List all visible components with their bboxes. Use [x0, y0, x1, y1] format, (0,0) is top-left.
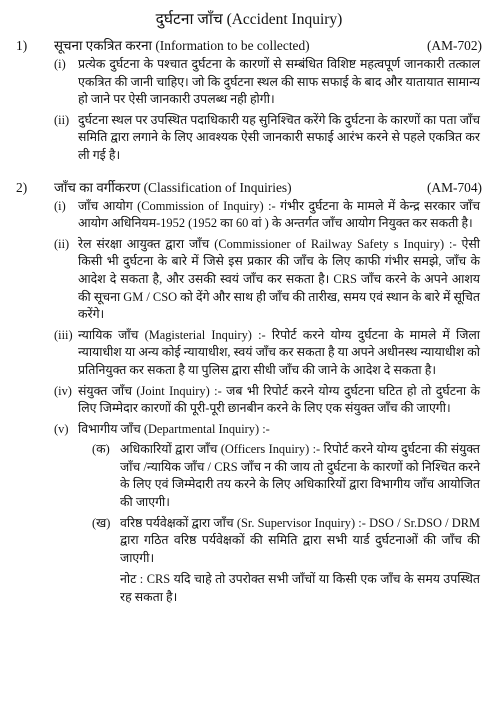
- item-marker: (ii): [54, 112, 70, 127]
- list-item: [16, 236, 482, 324]
- note-text: नोट : CRS यदि चाहे तो उपरोक्त सभी जाँचों या किसी एक जाँच के समय उपस्थित रह सकता है।: [120, 572, 480, 605]
- list-item: [16, 56, 482, 109]
- list-item: [16, 112, 482, 165]
- page-title: दुर्घटना जाँच (Accident Inquiry): [155, 11, 343, 28]
- item-marker: (v): [54, 421, 69, 436]
- item-text: विभागीय जाँच (Departmental Inquiry) :-: [78, 421, 270, 436]
- item-text: जाँच आयोग (Commission of Inquiry) :- गंभीर दुर्घटना के मामले में केन्द्र सरकार जाँच आयोग अधिनियम-1952 (1952 का 60 वां ) के अन्तर्गत जाँच आयोग नियुक्त कर सकती है।: [78, 198, 480, 231]
- sub-item-marker: (क): [92, 442, 110, 457]
- item-marker: (i): [54, 57, 66, 71]
- list-item: [16, 421, 482, 439]
- sub-item-marker: (ख): [92, 515, 111, 530]
- section-code: (AM-702): [426, 38, 482, 53]
- item-marker: (iv): [54, 383, 72, 398]
- sub-item-text: अधिकारियों द्वारा जाँच (Officers Inquiry) :- रिपोर्ट करने योग्य दुर्घटना की संयुक्त जाँच /न्यायिक जाँच / CRS जाँच न की जाय तो दुर्घटना के कारणों को निश्चित करने के लिए एवं जिम्मेदारी तय करने के लिए अधिकारियों द्वारा विभागीय जाँच आयोजित की जाएगी।: [120, 442, 480, 510]
- section-number: 2): [16, 179, 28, 195]
- item-text: संयुक्त जाँच (Joint Inquiry) :- जब भी रिपोर्ट करने योग्य दुर्घटना घटित हो तो दुर्घटना के लिए जिम्मेदार कारणों की पूरी-पूरी छानबीन करने के लिए एक संयुक्त जाँच की जाएगी।: [78, 383, 480, 416]
- item-text: रेल संरक्षा आयुक्त द्वारा जाँच (Commissioner of Railway Safety s Inquiry) :- ऐसी किसी भी दुर्घटना के बारे में जिसे इस प्रकार की जाँच के लिए काफी गंभीर समझे, जाँच के आदेश दे सकता है, और उसकी स्वयं जाँच कर सकता है। CRS जाँच करने के अपने आशय की सूचना GM / CSO को देंगे और साथ ही जाँच की तारीख, समय एवं स्थान के बारे में सूचित करेंगे।: [78, 236, 480, 322]
- sub-list-item: [16, 441, 482, 511]
- section-2-heading: [16, 178, 482, 197]
- list-item: [16, 198, 482, 233]
- item-text: प्रत्येक दुर्घटना के पश्चात दुर्घटना के कारणों से सम्बंधित विशिष्ट महत्वपूर्ण जानकारी तत्काल एकत्रित की जानी चाहिए। जो कि दुर्घटना स्थल की साफ सफाई के बाद और यातायात सामान्य हो जाने पर ऐसी जानकारी उपलब्ध नही होगी।: [78, 57, 480, 107]
- item-text: दुर्घटना स्थल पर उपस्थित पदाधिकारी यह सुनिश्चित करेंगे कि दुर्घटना के कारणों का पता जाँच समिति द्वारा लगाने के लिए आवश्यक ऐसी जानकारी सफाई आरंभ करने से पहले एकत्रित कर ली गई है।: [78, 112, 480, 162]
- item-marker: (i): [54, 198, 66, 213]
- item-text: न्यायिक जाँच (Magisterial Inquiry) :- रिपोर्ट करने योग्य दुर्घटना के मामले में जिला न्यायाधीश या अन्य कोई न्यायाधीश, स्वयं जाँच कर सकता है या अपने अधीनस्थ न्यायाधीश को प्रतिनियुक्त कर सकता है या पुलिस द्वारा सीधी जाँच की जाने के आदेश दे सकता है।: [78, 327, 480, 377]
- item-marker: (iii): [54, 327, 73, 342]
- item-marker: (ii): [54, 236, 70, 251]
- list-item: [16, 383, 482, 418]
- section-code: (AM-704): [426, 179, 482, 195]
- list-item: [16, 327, 482, 380]
- section-title: जाँच का वर्गीकरण (Classification of Inquiries): [54, 179, 292, 195]
- section-gap: [16, 168, 482, 176]
- sub-item-text: वरिष्ठ पर्यवेक्षकों द्वारा जाँच (Sr. Supervisor Inquiry) :- DSO / Sr.DSO / DRM द्वारा गठित वरिष्ठ पर्यवेक्षकों की समिति द्वारा सभी यार्ड दुर्घटनाओं की जाँच की जाएगी।: [120, 515, 480, 565]
- section-1-heading: [16, 36, 482, 55]
- section-number: 1): [16, 38, 28, 53]
- section-title: सूचना एकत्रित करना (Information to be collected): [54, 38, 310, 53]
- sub-list-item: [16, 515, 482, 568]
